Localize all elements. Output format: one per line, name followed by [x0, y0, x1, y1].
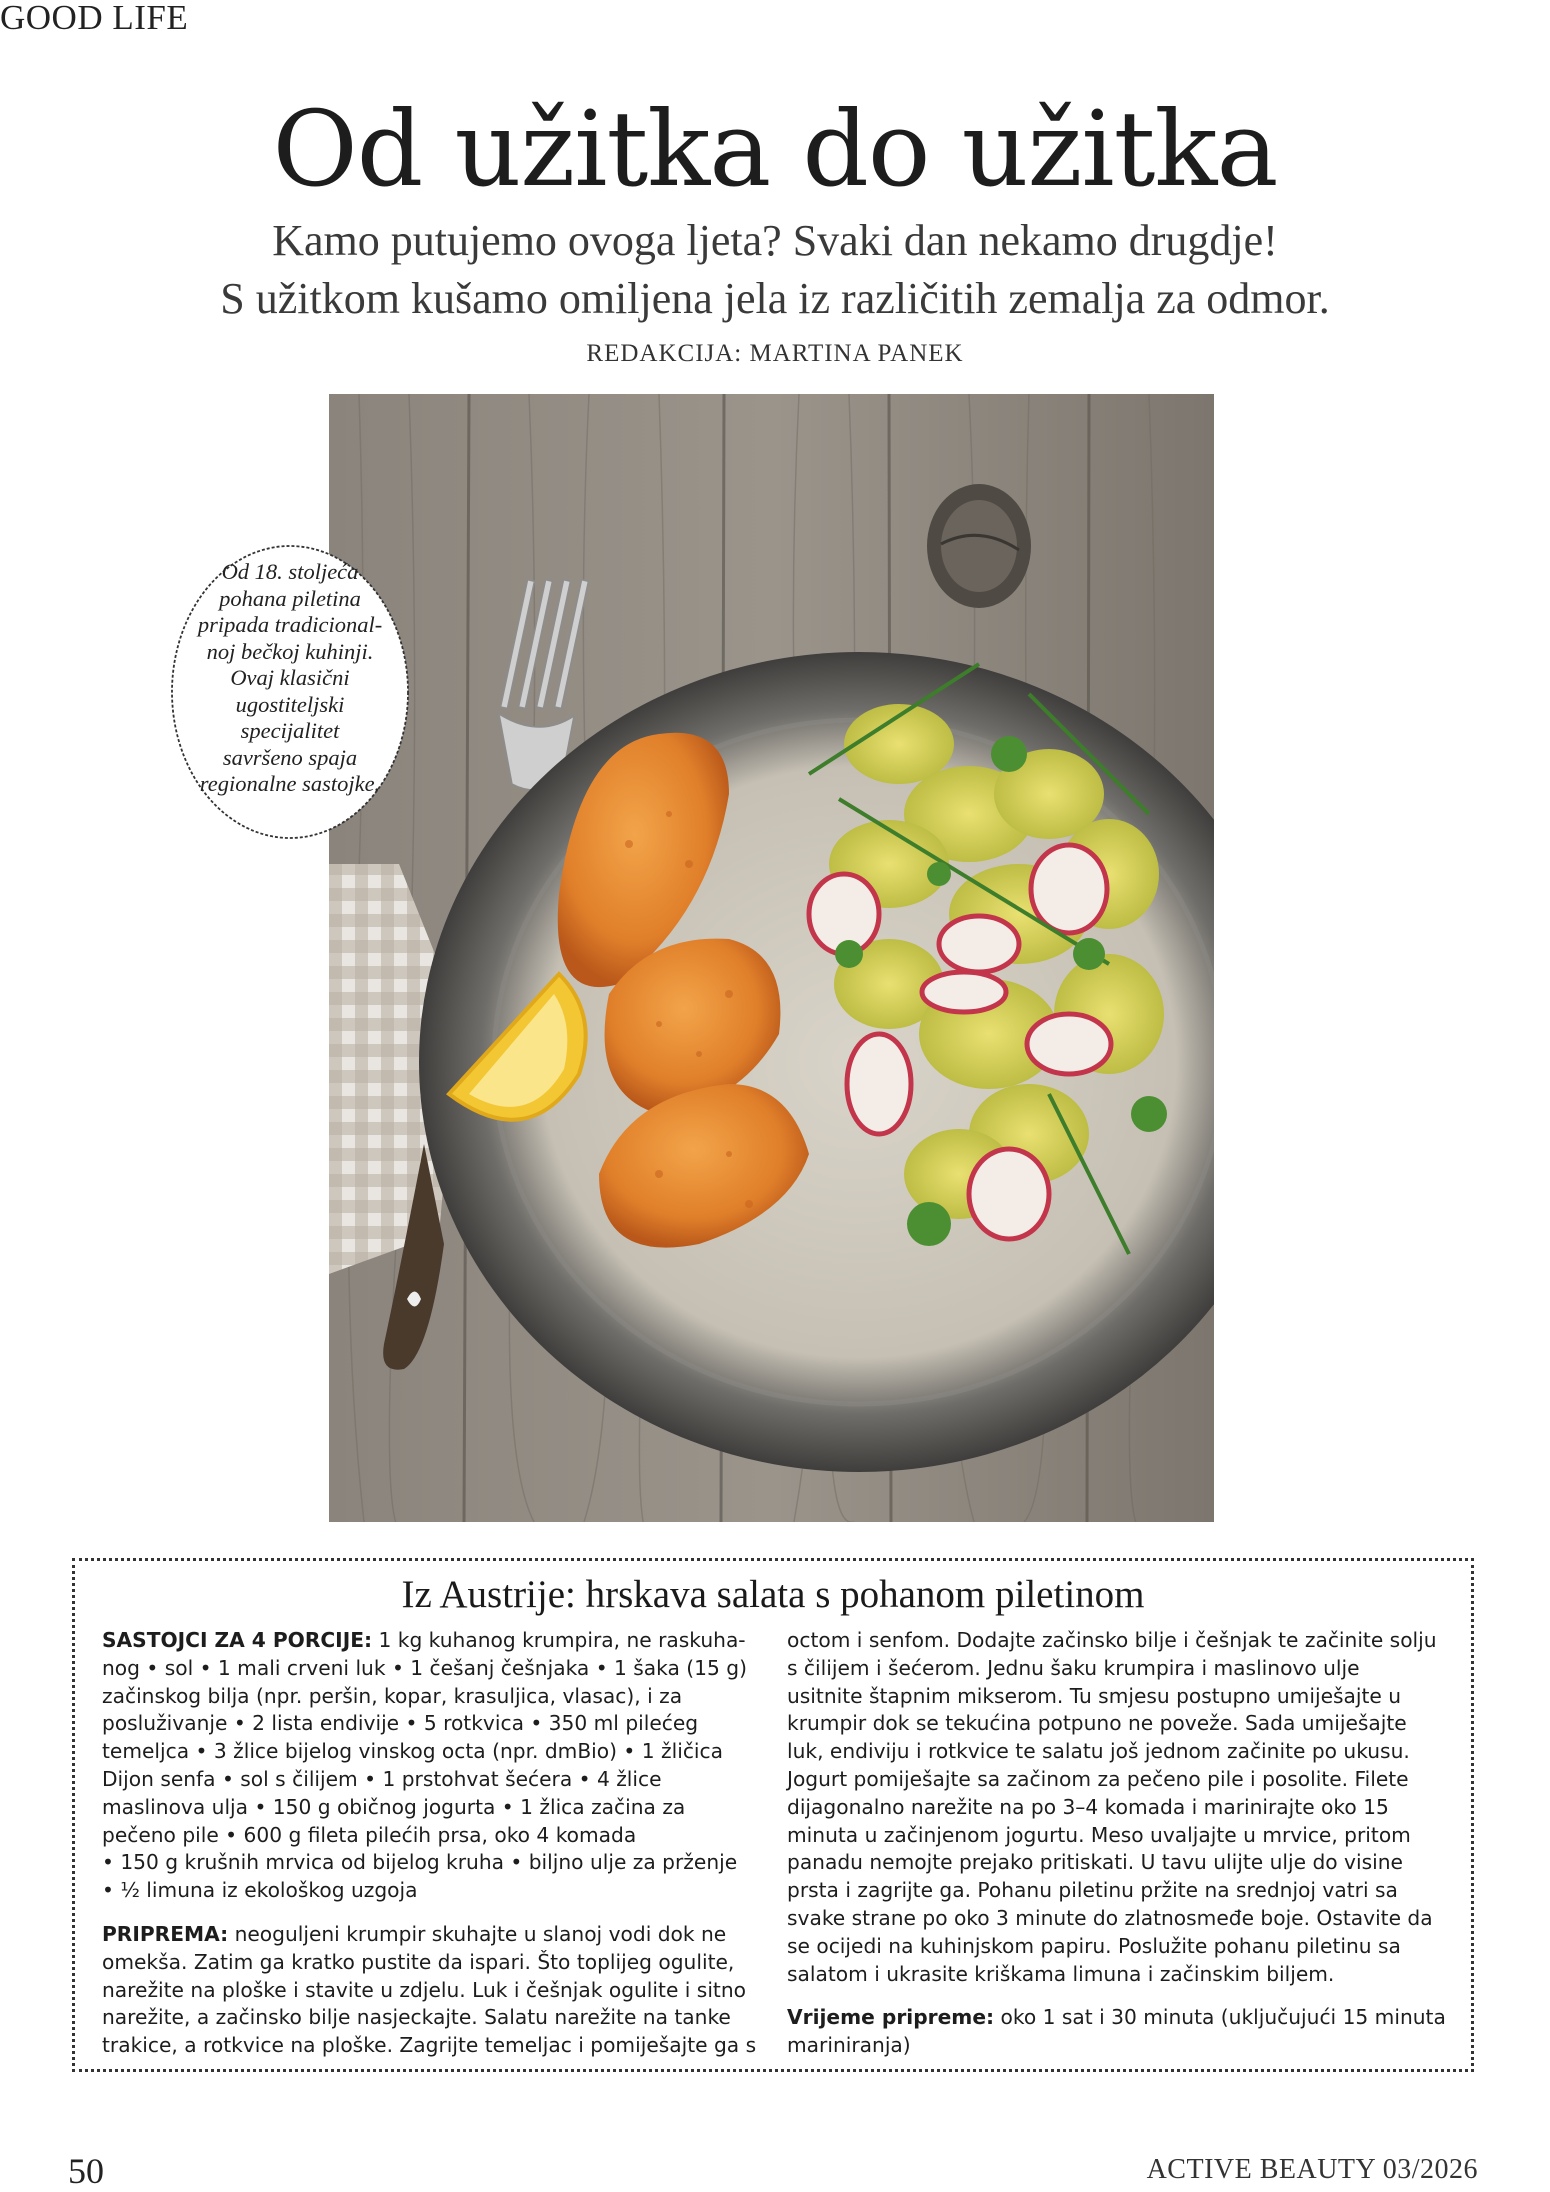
prep-time-line: mariniranja) [787, 2033, 911, 2058]
callout-line: pohana piletina [219, 585, 361, 611]
preparation-line: neoguljeni krumpir skuhajte u slanoj vodi dok ne [228, 1921, 727, 1946]
recipe-right-column [787, 1627, 1447, 2060]
ingredients-line: posluživanje • 2 lista endivije • 5 rotkvica • 350 ml pilećeg [102, 1711, 699, 1736]
preparation-label: PRIPREMA: [102, 1921, 229, 1946]
callout-line: specijalitet [240, 718, 340, 743]
callout-line: regionalne sastojke. [199, 771, 381, 796]
callout-line: pripada tradicional- [197, 612, 383, 637]
schnitzel-potato-salad-photo [329, 394, 1214, 1522]
prep-time-paragraph [787, 2004, 1447, 2060]
recipe-left-column [102, 1627, 762, 2060]
preparation-line: se ocijedi na kuhinjskom papiru. Poslužite pohanu piletinu sa [787, 1933, 1401, 1958]
preparation-line: trakice, a rotkvice na ploške. Zagrijte temeljac i pomiješajte ga s [102, 2033, 757, 2058]
preparation-line: Jogurt pomiješajte sa začinom za pečeno pile i posolite. Filete [787, 1766, 1409, 1791]
callout-line: Ovaj klasični [230, 665, 350, 690]
recipe-title: Iz Austrije: hrskava salata s pohanom piletinom [401, 1573, 1145, 1616]
ingredients-line: • 150 g krušnih mrvica od bijelog kruha • biljno ulje za prženje [102, 1850, 738, 1875]
ingredients-line: nog • sol • 1 mali crveni luk • 1 češanj češnjaka • 1 šaka (15 g) [102, 1655, 747, 1680]
callout-line: noj bečkoj kuhinji. [206, 638, 374, 664]
preparation-paragraph [102, 1921, 762, 2060]
ingredients-label: SASTOJCI ZA 4 PORCIJE: [102, 1628, 373, 1652]
ingredients-paragraph [102, 1627, 762, 1905]
byline: REDAKCIJA: MARTINA PANEK [586, 340, 964, 367]
preparation-continued [787, 1627, 1447, 1988]
section-label: GOOD LIFE [0, 0, 189, 37]
preparation-line: panadu nemojte prejako pritiskati. U tavu ulijte ulje do visine [787, 1850, 1403, 1875]
page-title: Od užitka do užitka [272, 88, 1278, 210]
preparation-line: octom i senfom. Dodajte začinsko bilje i češnjak te začinite solju [787, 1628, 1437, 1652]
preparation-line: omekša. Zatim ga kratko pustite da ispari. Što toplijeg ogulite, [102, 1949, 735, 1974]
subtitle-line: Kamo putujemo ovoga ljeta? Svaki dan nekamo drugdje! [272, 216, 1278, 265]
preparation-line: s čilijem i šećerom. Jednu šaku krumpira i maslinovo ulje [787, 1655, 1360, 1680]
ingredients-line: začinskog bilja (npr. peršin, kopar, krasuljica, vlasac), i za [102, 1683, 683, 1708]
prep-time-label: Vrijeme pripreme: [787, 2005, 995, 2030]
preparation-line: dijagonalno narežite na po 3–4 komada i marinirajte oko 15 [787, 1794, 1389, 1819]
magazine-issue: ACTIVE BEAUTY 03/2026 [1146, 2154, 1478, 2185]
subtitle-line: S užitkom kušamo omiljena jela iz različitih zemalja za odmor. [220, 274, 1330, 323]
callout-line: savršeno spaja [222, 744, 358, 770]
preparation-line: krumpir dok se tekućina potpuno ne poveže. Sada umiješajte [787, 1711, 1407, 1736]
callout-line: Od 18. stoljeća [221, 559, 359, 584]
callout-text [178, 559, 402, 798]
preparation-line: narežite na ploške i stavite u zdjelu. Luk i češnjak ogulite i sitno [102, 1977, 746, 2002]
callout-line: ugostiteljski [235, 691, 345, 717]
preparation-line: minuta u začinjenom jogurtu. Meso uvaljajte u mrvice, pritom [787, 1822, 1411, 1847]
preparation-line: narežite, a začinsko bilje nasjeckajte. Salatu narežite na tanke [102, 2005, 731, 2030]
preparation-line: usitnite štapnim mikserom. Tu smjesu postupno umiješajte u [787, 1683, 1402, 1708]
subtitle [0, 212, 1550, 328]
ingredients-line: maslinova ulja • 150 g običnog jogurta • 1 žlica začina za [102, 1794, 686, 1819]
ingredients-line: temeljca • 3 žlice bijelog vinskog octa (npr. dmBio) • 1 žličica [102, 1739, 724, 1764]
page-number: 50 [68, 2151, 104, 2191]
preparation-line: svake strane po oko 3 minute do zlatnosmeđe boje. Ostavite da [787, 1905, 1433, 1930]
prep-time-line: oko 1 sat i 30 minuta (uključujući 15 minuta [994, 2005, 1446, 2030]
ingredients-line: • ½ limuna iz ekološkog uzgoja [102, 1878, 418, 1903]
ingredients-line: pečeno pile • 600 g fileta pilećih prsa, oko 4 komada [102, 1822, 637, 1847]
preparation-line: salatom i ukrasite kriškama limuna i začinskim biljem. [787, 1961, 1335, 1986]
callout-bubble [164, 539, 416, 845]
ingredients-line: 1 kg kuhanog krumpira, ne raskuha- [372, 1628, 746, 1652]
ingredients-line: Dijon senfa • sol s čilijem • 1 prstohvat šećera • 4 žlice [102, 1766, 662, 1791]
preparation-line: prsta i zagrijte ga. Pohanu piletinu pržite na srednjoj vatri sa [787, 1878, 1398, 1903]
food-photo [329, 394, 1214, 1522]
preparation-line: luk, endiviju i rotkvice te salatu još jednom začinite po ukusu. [787, 1739, 1410, 1764]
